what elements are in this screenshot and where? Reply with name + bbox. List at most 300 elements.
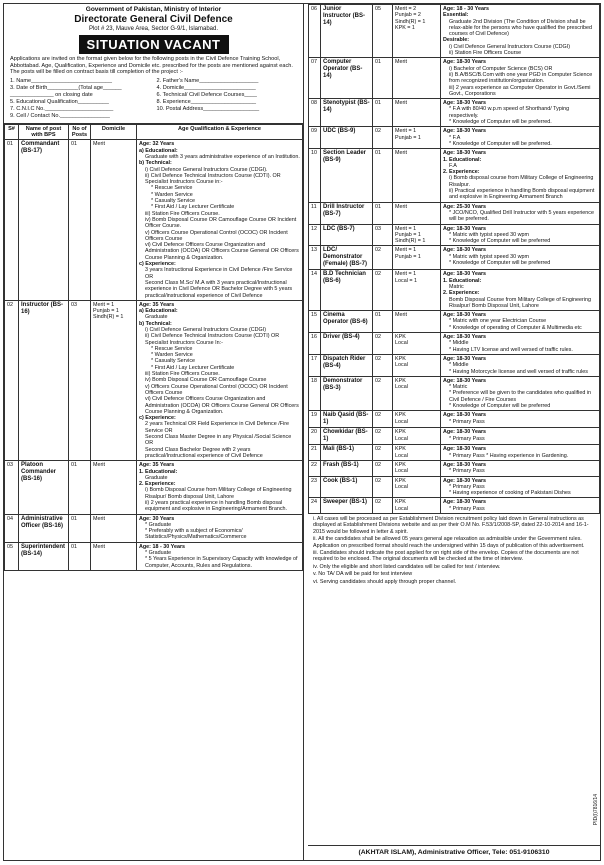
post-sno: 16 [309, 333, 321, 355]
domicile-entry: Sindh(R) = 1 [395, 238, 426, 245]
post-domicile [393, 99, 441, 127]
post-name: Platoon Commander (BS-16) [19, 461, 69, 514]
table-row [309, 5, 600, 58]
post-qualification [441, 149, 600, 202]
qualification-line: * JCO/NCO, Qualified Drill Instructor with 5 years experience will be preferred. [449, 209, 594, 223]
post-name: Frash (BS-1) [321, 460, 373, 476]
post-domicile [393, 202, 441, 224]
post-sno: 17 [309, 354, 321, 376]
domicile-entry: Merit [395, 150, 407, 157]
side-code: PID(I)7816/14 [593, 794, 599, 826]
qualification-line: i) Civil Defence General Instructors Course (CDGI). [145, 166, 268, 173]
qualification-line: Age: 18-30 Years [443, 312, 487, 319]
header-posts: No of Posts [69, 124, 91, 140]
post-name: Cook (BS-1) [321, 476, 373, 498]
post-domicile [91, 300, 137, 460]
qualification-line: Age: 18-30 Years [443, 477, 487, 484]
qualification-line: ii) Civil Defence Technical Instructors Course (CDTI) OR [145, 333, 280, 340]
directorate-title: Directorate General Civil Defence [74, 14, 233, 25]
domicile-entry: KPK = 1 [395, 24, 415, 31]
domicile-entry: Local [395, 418, 408, 425]
table-row [5, 542, 303, 570]
post-name: Dispatch Rider (BS-4) [321, 354, 373, 376]
post-sno: 07 [309, 58, 321, 99]
domicile-entry: KPK [395, 499, 406, 506]
post-domicile [91, 514, 137, 542]
post-domicile [393, 498, 441, 514]
domicile-entry: KPK [395, 429, 406, 436]
post-domicile [91, 140, 137, 300]
qualification-line: Specialist Instructors Course In:- [145, 339, 223, 346]
qualification-line: 2. Experience: [443, 290, 480, 297]
table-row [309, 127, 600, 149]
form-field: 2. Father's Name___________________ [156, 77, 259, 84]
post-name: Stenotypist (BS-14) [321, 99, 373, 127]
post-qualification [137, 140, 303, 300]
form-field: 3. Date of Birth__________(Total age______ [10, 84, 122, 91]
qualification-line: * Casualty Service [151, 358, 196, 365]
domicile-entry: Local [395, 435, 408, 442]
qualification-line: Age: 18-30 Years [443, 247, 487, 254]
post-domicile [91, 461, 137, 514]
qualification-line: * Knowledge of Computer will be preferred. [449, 140, 552, 147]
domicile-entry: Punjab = 1 [395, 134, 421, 141]
qualification-line: Second Class Master Degree in any Physical /Social Science OR [145, 434, 292, 447]
qualification-line: Essential: [443, 12, 469, 19]
domicile-entry: Local [395, 452, 408, 459]
table-row [309, 99, 600, 127]
qualification-line: iv) Bomb Disposal Course OR Camouflage Course [145, 377, 267, 384]
post-qualification [441, 311, 600, 333]
post-name: Cinema Operator (BS-6) [321, 311, 373, 333]
post-name: Driver (BS-4) [321, 333, 373, 355]
post-count: 02 [373, 270, 393, 311]
form-field: 8. Experience_____________________ [156, 98, 257, 105]
post-name: Mali (BS-1) [321, 445, 373, 461]
qualification-line: v) Officers Course Operational Control (OCOC) OR Incident Officers Course [145, 229, 288, 242]
qualification-line: * Primary Pass [449, 483, 485, 490]
table-row [5, 300, 303, 460]
qualification-line: Age: 25-30 Years [443, 203, 487, 210]
qualification-line: * Having LTV license and well versed of traffic rules. [449, 346, 573, 353]
post-name: Commandant (BS-17) [19, 140, 69, 300]
qualification-line: Age: 35 Years [139, 462, 175, 469]
domicile-entry: KPK [395, 377, 406, 384]
qualification-line: Matric [449, 283, 464, 290]
domicile-entry: Local [395, 483, 408, 490]
note-item: vi. Serving candidates should apply through proper channel. [313, 578, 457, 585]
qualification-line: * Graduate [145, 521, 172, 528]
qualification-line: i) Civil Defence General Instructors Course (CDGI) [145, 326, 267, 333]
domicile-entry: Merit [93, 141, 105, 148]
qualification-line: vi) Civil Defence Officers Course Organization and Administration (OCOA) OR Officers Course General OR Officers Course Planning & Organization. [145, 396, 299, 415]
qualification-line: iv) Bomb Disposal Course OR Camouflage Course OR Incident Officer Course. [145, 216, 297, 230]
post-qualification [441, 411, 600, 428]
qualification-line: Age: 30 Years [139, 515, 175, 522]
post-count: 01 [373, 202, 393, 224]
post-qualification [137, 300, 303, 460]
post-sno: 09 [309, 127, 321, 149]
qualification-line: Age: 32 Years [139, 141, 175, 148]
post-qualification [137, 542, 303, 570]
post-count: 02 [373, 411, 393, 428]
domicile-entry: Punjab = 1 [395, 253, 421, 260]
qualification-line: Age: 18-30 Years [443, 271, 487, 278]
qualification-line: Graduate with 3 years administrative experience of an Institution. [145, 153, 300, 160]
qualification-line: Age: 18-30 Years [443, 461, 487, 468]
qualification-line: b) Technical: [139, 320, 172, 327]
qualification-line: * Graduate [145, 550, 172, 557]
post-count: 01 [69, 542, 91, 570]
post-domicile [393, 270, 441, 311]
domicile-entry: KPK [395, 334, 406, 341]
qualification-line: i) Bachelor of Computer Science (BCS) OR [449, 65, 553, 72]
qualification-line: * Knowledge of Computer will be preferred. [449, 119, 552, 126]
qualification-line: * Knowledge of operating of Computer & Multimedia etc [449, 324, 582, 331]
domicile-entry: Local [395, 468, 408, 475]
qualification-line: * Preference will be given to the candidates who qualified in Civil Defence / Fire Courses [449, 390, 592, 403]
qualification-line: Second Class Bachelor Degree with 2 years practical/Instructional experience of Civil Defence [145, 446, 263, 459]
qualification-line: iii) Station Fire Officers Course. [145, 210, 220, 217]
qualification-line: Age: 18-30 Years [443, 59, 487, 66]
post-name: Naib Qasid (BS-1) [321, 411, 373, 428]
table-row [309, 311, 600, 333]
post-qualification [441, 445, 600, 461]
domicile-entry: Local = 1 [395, 277, 418, 284]
qualification-line: Age: 18-30 Years [443, 100, 487, 107]
qualification-line: i) Bomb Disposal Course from Military College of Engineering Risalpur/ Bomb disposal Unit, Lahore [145, 487, 292, 500]
domicile-entry: Merit [93, 462, 105, 469]
qualification-line: * Middle [449, 362, 469, 369]
qualification-line: v) Officers Course Operational Control (OCOC) OR Incident Officers Course [145, 383, 288, 396]
form-field: 4. Domicile_______________________ [156, 84, 256, 91]
post-qualification [441, 58, 600, 99]
post-qualification [441, 5, 600, 58]
post-sno: 15 [309, 311, 321, 333]
qualification-line: * Knowledge of Computer will be preferred [449, 238, 551, 245]
domicile-entry: Punjab = 1 [93, 308, 119, 315]
form-field [157, 113, 298, 120]
post-sno: 02 [5, 300, 19, 460]
qualification-line: * First Aid / Lay Lecturer Certificate [151, 364, 235, 371]
qualification-line: * Middle [449, 340, 469, 347]
post-count: 03 [69, 300, 91, 460]
post-count: 02 [373, 376, 393, 410]
domicile-entry: Local [395, 384, 408, 391]
qualification-line: iii) 2 years experience as Computer Operator in Govt./Semi Govt., Corporations [449, 84, 591, 97]
post-name: LDC/ Demonstrator (Female) (BS-7) [321, 246, 373, 270]
table-row [309, 428, 600, 445]
domicile-entry: KPK [395, 477, 406, 484]
qualification-line: Graduate [145, 314, 168, 321]
qualification-line: * Matric with typist speed 30 wpm [449, 253, 529, 260]
right-column [308, 4, 600, 860]
domicile-entry: Merit = 1 [395, 247, 417, 254]
post-count: 01 [69, 514, 91, 542]
post-qualification [441, 498, 600, 514]
qualification-line: a) Educational: [139, 308, 178, 315]
header-sno: S# [5, 124, 19, 140]
qualification-line: 2 years Technical OR Field Experience in Civil Defence /Fire Service OR [145, 421, 290, 434]
post-qualification [441, 224, 600, 246]
post-name: Junior Instructor (BS-14) [321, 5, 373, 58]
qualification-line: ii) Practical experience in handling Bomb disposal equipment and explosive in Engineering Armament Branch [449, 188, 595, 201]
post-sno: 06 [309, 5, 321, 58]
domicile-entry: Merit [93, 515, 105, 522]
qualification-line: Age: 18-30 Years [443, 429, 487, 436]
qualification-line: Age: 18-30 Years [443, 334, 487, 341]
post-domicile [393, 354, 441, 376]
post-sno: 19 [309, 411, 321, 428]
post-qualification [441, 99, 600, 127]
table-row [309, 460, 600, 476]
note-item: i. All cases will be processed as per Establishment Division recruitment policy laid down in General instructions as displayed at Establishment Divisions website and as per their O.M No. F.53/1/2008-SP, dated 22-10-2014 and 16-1-2015 would be followed in letter & spirit. [313, 516, 589, 535]
post-domicile [393, 311, 441, 333]
qualification-line: * Primary Pass [449, 435, 485, 442]
application-format [4, 76, 303, 124]
qualification-line: 3 years Instructional Experience in Civil Defence /Fire Service OR [145, 267, 293, 280]
qualification-line: * Preferably with a subject of Economics/ Statistics/Physics/Mathematics/Commerce [145, 528, 247, 541]
post-count: 02 [373, 354, 393, 376]
table-row [309, 224, 600, 246]
qualification-line: * Having Motorcycle license and well versed of traffic rules [449, 368, 588, 375]
advertisement [3, 3, 601, 861]
post-sno: 11 [309, 202, 321, 224]
qualification-line: * 5 Years Experience in Supervisory Capacity with knowledge of Computer, Accounts, Rules and Regulations. [145, 556, 298, 569]
qualification-line: ii) Station Fire Officers Course [449, 50, 522, 57]
qualification-line: Age: 35 Years [139, 301, 175, 308]
post-sno: 14 [309, 270, 321, 311]
situation-vacant-banner: SITUATION VACANT [79, 35, 229, 54]
form-field: ______________ on closing date [10, 91, 93, 98]
post-count: 01 [373, 58, 393, 99]
form-field: 1. Name__________________________ [10, 77, 113, 84]
qualification-line: Age: 18-30 Years [443, 377, 487, 384]
domicile-entry: Local [395, 362, 408, 369]
note-item: iii. Candidates should indicate the post applied for on right side of the envelop. Copies of the documents are not required to be enclosed. The original documents will be checked at the time of interview. [313, 550, 579, 563]
domicile-entry: Merit = 1 [395, 271, 417, 278]
government-line: Government of Pakistan, Ministry of Interior [85, 6, 222, 13]
qualification-line: ii) 2 years practical experience in handling Bomb disposal equipment and explosive in Engineering/Armament Branch. [145, 500, 288, 513]
table-row [309, 445, 600, 461]
qualification-line: Age: 18-30 Years [443, 355, 487, 362]
qualification-line: i) Bomb disposal course from Military College of Engineering Risalpur. [449, 175, 594, 188]
domicile-entry: KPK [395, 461, 406, 468]
post-name: LDC (BS-7) [321, 224, 373, 246]
qualification-line: * Having experience of cooking of Pakistani Dishes [449, 490, 571, 497]
post-domicile [393, 411, 441, 428]
post-sno: 04 [5, 514, 19, 542]
post-count: 01 [373, 99, 393, 127]
qualification-line: Age: 18-30 Years [443, 150, 487, 157]
qualification-line: * Primary Pass [449, 468, 485, 475]
post-qualification [441, 127, 600, 149]
qualification-line: a) Educational: [139, 147, 178, 154]
table-row [309, 476, 600, 498]
post-domicile [393, 224, 441, 246]
post-domicile [393, 58, 441, 99]
qualification-line: * Knowledge of Computer will be preferred [449, 403, 551, 410]
post-name: Superintendent (BS-14) [19, 542, 69, 570]
post-count: 02 [373, 246, 393, 270]
post-sno: 20 [309, 428, 321, 445]
qualification-line: Age: 18 - 30 Years [443, 6, 490, 12]
qualification-line: * Matric with one year Electrician Course [449, 318, 547, 325]
qualification-line: F.A [449, 162, 457, 169]
qualification-line: Age: 18-30 Years [443, 499, 487, 506]
post-name: Chowkidar (BS-1) [321, 428, 373, 445]
post-count: 01 [373, 149, 393, 202]
qualification-line: * F.A with 80/40 w.p.m speed of Shorthand/ Typing respectively. [449, 106, 570, 119]
qualification-line: * Rescue Service [151, 345, 193, 352]
post-qualification [137, 514, 303, 542]
form-field: 5. Educational Qualification__________ [10, 98, 109, 105]
table-row [309, 246, 600, 270]
post-count: 02 [373, 476, 393, 498]
table-row [309, 354, 600, 376]
post-sno: 23 [309, 476, 321, 498]
post-count: 02 [373, 460, 393, 476]
form-field: 7. C.N.I.C No.______________________ [10, 105, 114, 112]
post-qualification [441, 376, 600, 410]
posts-table-left [4, 124, 303, 571]
qualification-line: i) Civil Defence General Instructors Course (CDGI) [449, 43, 571, 50]
domicile-entry: Sindh(R) = 1 [395, 18, 426, 25]
qualification-line: Graduate 2nd Division (The Condition of Division shall be relax-able for the persons who have qualified the prescribed courses of Civil Defence) [449, 18, 592, 38]
qualification-line: Specialist Instructors Course in:- [145, 179, 223, 186]
post-domicile [393, 127, 441, 149]
qualification-line: * Warden Service [151, 352, 193, 359]
qualification-line: vi) Civil Defence Officers Course Organization and Administration (OCOA) OR Officers Course General OR Officers Course Planning & Organization. [145, 242, 299, 261]
post-count: 02 [373, 333, 393, 355]
post-count: 03 [373, 224, 393, 246]
post-domicile [393, 333, 441, 355]
post-qualification [441, 476, 600, 498]
general-notes [308, 514, 600, 585]
post-name: Section Leader (BS-9) [321, 149, 373, 202]
qualification-line: 1. Educational: [443, 277, 482, 284]
qualification-line: Age: 18-30 Years [443, 225, 487, 232]
table-row [309, 58, 600, 99]
post-qualification [441, 428, 600, 445]
qualification-line: * Primary Pass [449, 418, 485, 425]
post-count: 01 [373, 311, 393, 333]
qualification-line: * F.A [449, 134, 461, 141]
qualification-line: Graduate [145, 474, 168, 481]
qualification-line: * First Aid / Lay Lecturer Certificate [151, 204, 235, 211]
post-sno: 10 [309, 149, 321, 202]
domicile-entry: Merit [395, 312, 407, 319]
domicile-entry: Local [395, 340, 408, 347]
signature-line: (AKHTAR ISLAM), Administrative Officer, Tele: 051-9106310 [308, 845, 600, 860]
table-row [309, 202, 600, 224]
header-name: Name of post with BPS [19, 124, 69, 140]
domicile-entry: Merit = 2 [395, 6, 417, 12]
post-name: Sweeper (BS-1) [321, 498, 373, 514]
note-item: v. No TA/ DA will be paid for test interview [313, 571, 413, 578]
domicile-entry: Merit [395, 59, 407, 66]
qualification-line: Age: 18-30 Years [443, 446, 487, 453]
domicile-entry: Merit = 1 [395, 225, 417, 232]
form-field: 9. Cell / Contact No.________________ [10, 112, 110, 119]
post-count: 02 [373, 127, 393, 149]
post-name: UDC (BS-9) [321, 127, 373, 149]
post-sno: 21 [309, 445, 321, 461]
post-domicile [393, 246, 441, 270]
qualification-line: Second Class M.Sc/ M.A with 3 years practical/Instructional experience in Civil Defence OR Bachelor Degree with 5 years practical/instructional experience of Civil Defence [145, 279, 293, 299]
table-row [309, 498, 600, 514]
qualification-line: c) Experience: [139, 261, 176, 268]
post-count: 01 [69, 140, 91, 300]
post-domicile [393, 476, 441, 498]
domicile-entry: Sindh(R) = 1 [93, 314, 124, 321]
post-qualification [137, 461, 303, 514]
table-row [309, 270, 600, 311]
post-domicile [393, 428, 441, 445]
table-row [309, 376, 600, 410]
post-qualification [441, 246, 600, 270]
qualification-line: Age: 18-30 Years [443, 412, 487, 419]
table-row [309, 333, 600, 355]
post-qualification [441, 460, 600, 476]
address-line: Plot # 23, Mauve Area, Sector G-9/1, Islamabad. [88, 26, 219, 32]
post-domicile [393, 5, 441, 58]
qualification-line: 2. Experience: [139, 481, 176, 488]
post-domicile [393, 460, 441, 476]
post-name: Instructor (BS-16) [19, 300, 69, 460]
post-sno: 22 [309, 460, 321, 476]
note-item: ii. All the candidates shall be allowed 05 years general age relaxation as admissible under the Government rules. Application on prescribed format should reach the undersigned within 15 days of publication of this advertisement. [313, 536, 585, 549]
post-sno: 12 [309, 224, 321, 246]
post-count: 01 [69, 461, 91, 514]
post-count: 05 [373, 5, 393, 58]
table-row [5, 140, 303, 300]
intro-paragraph: Applications are invited on the format given below for the following posts in the Civil Defence Training School, Abbottabad. Age, Qualification, Experience and Domicile etc. prescribed for the posts are mentioned against each. The posts will be filled on contract basis till completion of the project :- [10, 56, 293, 76]
post-sno: 24 [309, 498, 321, 514]
domicile-entry: Merit [395, 100, 407, 107]
post-qualification [441, 333, 600, 355]
post-count: 02 [373, 498, 393, 514]
qualification-line: * Knowledge of Computer will be preferred [449, 259, 551, 266]
qualification-line: Age: 18 - 30 Years [139, 543, 186, 550]
domicile-entry: Punjab = 1 [395, 231, 421, 238]
post-sno: 05 [5, 542, 19, 570]
posts-table-right [308, 4, 600, 514]
qualification-line: * Warden Service [151, 191, 193, 198]
table-row [309, 149, 600, 202]
note-item: iv. Only the eligible and short listed candidates will be called for test / interview. [313, 563, 501, 570]
qualification-line: * Rescue Service [151, 185, 193, 192]
post-count: 02 [373, 445, 393, 461]
qualification-line: b) Technical: [139, 160, 172, 167]
qualification-line: Age: 18-30 Years [443, 128, 487, 135]
domicile-entry: Merit = 1 [395, 128, 417, 135]
table-row [5, 461, 303, 514]
post-count: 02 [373, 428, 393, 445]
domicile-entry: KPK [395, 412, 406, 419]
post-domicile [91, 542, 137, 570]
domicile-entry: KPK [395, 355, 406, 362]
domicile-entry: Merit [93, 543, 105, 550]
post-sno: 13 [309, 246, 321, 270]
qualification-line: ii) B.A/BSC/B.Com with one year PGD in Computer Science from recognized institution/organization. [449, 71, 593, 85]
table-row [309, 411, 600, 428]
qualification-line: 1. Educational: [443, 156, 482, 163]
post-sno: 18 [309, 376, 321, 410]
post-qualification [441, 354, 600, 376]
post-sno: 01 [5, 140, 19, 300]
qualification-line: iii) Station Fire Officers Course. [145, 371, 220, 378]
